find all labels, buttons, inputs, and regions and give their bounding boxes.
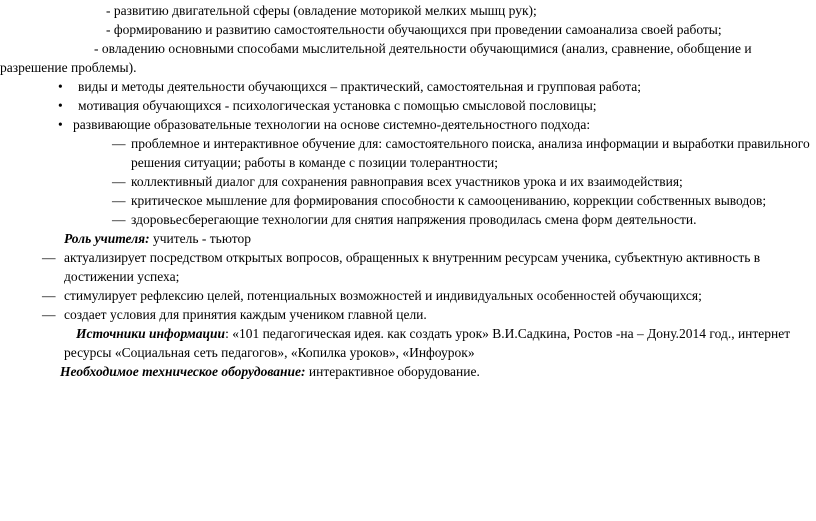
intro-line-2: - формированию и развитию самостоятельности обучающихся при проведении самоанализа своей работы; [106,22,722,37]
sources-line-1 [76,324,790,343]
dash-marker: — [112,193,126,208]
bullet-item-2: мотивация обучающихся - психологическая установка с помощью смысловой пословицы; [78,98,597,113]
equipment-line [60,362,480,381]
teacher-role [64,229,251,248]
tech-item-1-line-1: проблемное и интерактивное обучение для: самостоятельного поиска, анализа информации и выработки правильного [131,136,810,151]
dash-marker: — [42,307,56,322]
equipment-label: Необходимое техническое оборудование: [60,364,306,379]
bullet-item-1: виды и методы деятельности обучающихся – практический, самостоятельная и групповая работа; [78,79,642,94]
teacher-role-value: учитель - тьютор [149,231,251,246]
bullet-marker: • [58,79,63,94]
role-item-2: стимулирует рефлексию целей, потенциальных возможностей и индивидуальных особенностей обучающихся; [64,288,702,303]
bullet-marker: • [58,117,63,132]
intro-line-1: - развитию двигательной сферы (овладение моторикой мелких мышц рук); [106,3,537,18]
role-item-1-line-2: достижении успеха; [64,269,180,284]
dash-marker: — [42,288,56,303]
sources-label: Источники информации [76,326,226,341]
role-item-3: создает условия для принятия каждым учеником главной цели. [64,307,427,322]
tech-item-2: коллективный диалог для сохранения равноправия всех участников урока и их взаимодействия; [131,174,683,189]
role-item-1-line-1: актуализирует посредством открытых вопросов, обращенных к внутренним ресурсам ученика, субъектную активность в [64,250,761,265]
dash-marker: — [112,174,126,189]
tech-item-1-line-2: решения ситуации; работы в команде с позиции толерантности; [131,155,499,170]
tech-item-3: критическое мышление для формирования способности к самооцениванию, коррекции собственных выводов; [131,193,767,208]
sources-line-2: ресурсы «Социальная сеть педагогов», «Копилка уроков», «Инфоурок» [64,345,475,360]
intro-line-3: - овладению основными способами мыслительной деятельности обучающимися (анализ, сравнение, обобщение и [94,41,752,56]
dash-marker: — [112,212,126,227]
sources-text-1: «101 педагогическая идея. как создать урок» В.И.Садкина, Ростов -на – Дону.2014 год., интернет [232,326,791,341]
dash-marker: — [112,136,126,151]
dash-marker: — [42,250,56,265]
tech-item-4: здоровьесберегающие технологии для снятия напряжения проводилась смена форм деятельности. [131,212,697,227]
sources-colon: : [225,326,233,341]
intro-line-4: разрешение проблемы). [0,60,137,75]
equipment-value: интерактивное оборудование. [305,364,480,379]
bullet-item-3: развивающие образовательные технологии на основе системно-деятельностного подхода: [73,117,591,132]
bullet-marker: • [58,98,63,113]
teacher-role-label: Роль учителя: [64,231,150,246]
